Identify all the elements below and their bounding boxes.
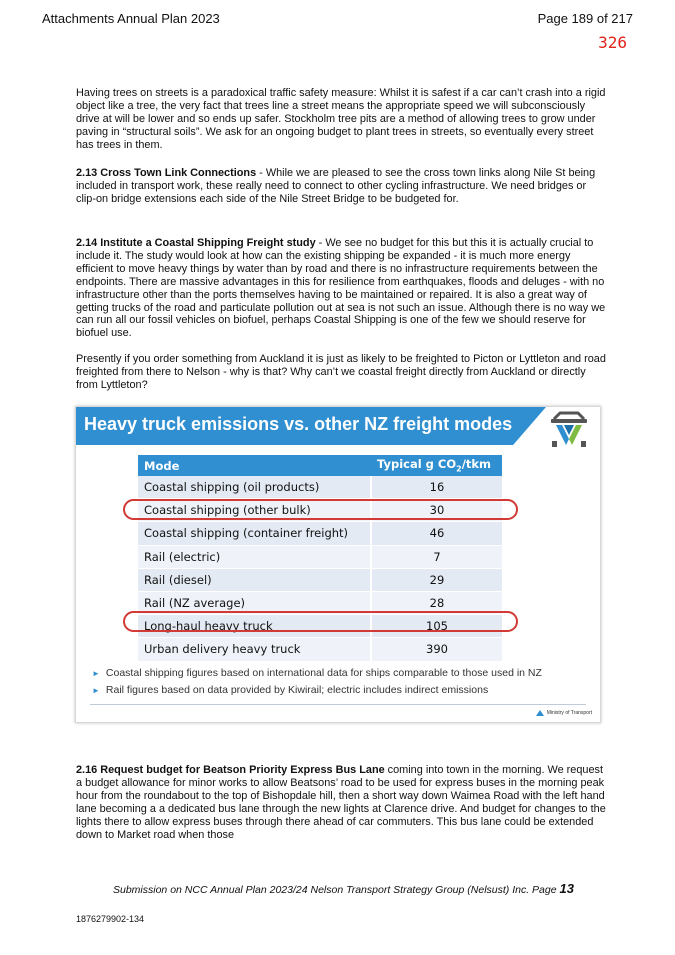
table-cell-mode: Rail (electric) — [138, 545, 371, 568]
section-heading-2-14: 2.14 Institute a Coastal Shipping Freight study — [76, 237, 316, 249]
co2-label: Typical g CO — [377, 457, 457, 472]
ministry-logo — [535, 709, 592, 717]
table-row — [138, 522, 502, 545]
column-header-mode: Mode — [138, 455, 371, 476]
slide-notes — [92, 665, 542, 699]
section-body-2-16: coming into town in the morning. We request a budget allowance for minor works to allow Beatsons’ road to be used for express buses in the morning peak hour from the roundabout to the top of Bishopdale hill, then a short way down Waimea Road with the left hand lane becoming a a dedicated bus lane through the new lights at Clarence drive. And budget for changes to the lights there to allow express buses through there ahead of car commuters. This bus lane could be extended down to Market road when those — [76, 764, 606, 841]
emissions-slide — [75, 406, 601, 723]
document-header-title: Attachments Annual Plan 2023 — [42, 11, 220, 26]
paragraph-bus-lane — [76, 764, 606, 841]
table-cell-mode: Long-haul heavy truck — [138, 615, 371, 638]
table-row — [138, 545, 502, 568]
table-row — [138, 638, 502, 661]
ministry-truck-logo-icon — [546, 409, 592, 451]
column-header-co2 — [371, 455, 502, 476]
triangle-bullet-icon: ► — [92, 686, 100, 695]
page-counter: Page 189 of 217 — [537, 11, 633, 26]
paragraph-coastal-shipping — [76, 237, 606, 340]
table-cell-value: 30 — [371, 499, 502, 522]
document-id: 1876279902-134 — [76, 914, 145, 924]
table-cell-value: 46 — [371, 522, 502, 545]
footer-text: Submission on NCC Annual Plan 2023/24 Nelson Transport Strategy Group (Nelsust) Inc. Page — [113, 884, 560, 896]
triangle-bullet-icon: ► — [92, 669, 100, 678]
table-row — [138, 568, 502, 591]
paragraph-trees: Having trees on streets is a paradoxical traffic safety measure: Whilst it is safest if a car can’t crash into a rigid object like a tree, the very fact that trees line a street means the appropriate speed we will subconsciously drive at will be lower and so ends up safer. Stockholm tree pits are a method of allowing trees to grow under paving in “structural soils”. We ask for an ongoing budget to plant trees in streets, so eventually every street has trees in them. — [76, 87, 606, 151]
slide-divider — [90, 704, 586, 705]
section-body-2-14: - We see no budget for this but this it is actually crucial to include it. The study would look at how can the existing shipping be expanded - it is much more energy efficient to move heavy things by water than by road and there is no infrastructure requirements between the endpoints. There are massive advantages in this for resilience from earthquakes, floods and deluges - with no infrastructure other than the ports themselves having to be maintained or repaired. It is also a great way of getting trucks of the road and particulate pollution out at sea is not such an issue. Although there is no way we can run all our fossil vehicles on biofuel, perhaps Coastal Shipping is one of the few we should reserve for biofuel use. — [76, 237, 606, 340]
ministry-label: Ministry of Transport — [546, 710, 592, 716]
page-footer — [113, 881, 574, 896]
slide-title: Heavy truck emissions vs. other NZ freight modes — [84, 414, 513, 434]
table-cell-mode: Coastal shipping (container freight) — [138, 522, 371, 545]
paragraph-cross-town-links — [76, 167, 606, 206]
note-item — [92, 665, 542, 682]
note-item — [92, 682, 542, 699]
table-cell-value: 16 — [371, 476, 502, 499]
highlight-oval-other-bulk — [123, 499, 518, 520]
table-cell-value: 29 — [371, 568, 502, 591]
page-stamp: 326 — [598, 33, 627, 52]
table-cell-mode: Rail (NZ average) — [138, 591, 371, 614]
table-cell-mode: Urban delivery heavy truck — [138, 638, 371, 661]
table-cell-mode: Coastal shipping (oil products) — [138, 476, 371, 499]
highlight-oval-heavy-truck — [123, 611, 518, 632]
table-cell-mode: Coastal shipping (other bulk) — [138, 499, 371, 522]
footer-page-number: 13 — [559, 881, 574, 896]
co2-subscript: 2 — [456, 464, 462, 474]
section-heading-2-13: 2.13 Cross Town Link Connections — [76, 167, 257, 179]
note-text: Coastal shipping figures based on international data for ships comparable to those used in NZ — [105, 667, 542, 679]
table-cell-mode: Rail (diesel) — [138, 568, 371, 591]
table-cell-value: 7 — [371, 545, 502, 568]
section-body-2-13: - While we are pleased to see the cross town links along Nile St being included in transport work, these really need to connect to other cycling infrastructure. We need bridges or clip-on bridge extensions each side of the Nile Street Bridge to be budgeted for. — [76, 167, 596, 205]
note-text: Rail figures based on data provided by Kiwirail; electric includes indirect emissions — [105, 684, 489, 696]
table-cell-value: 390 — [371, 638, 502, 661]
table-cell-value: 28 — [371, 591, 502, 614]
table-row — [138, 476, 502, 499]
fern-icon — [535, 709, 545, 717]
co2-unit: /tkm — [461, 457, 492, 472]
section-heading-2-16: 2.16 Request budget for Beatson Priority Express Bus Lane — [76, 764, 385, 776]
table-header-row — [138, 455, 502, 476]
table-cell-value: 105 — [371, 615, 502, 638]
paragraph-freight-question: Presently if you order something from Auckland it is just as likely to be freighted to Picton or Lyttleton and road freighted from there to Nelson - why is that? Why can’t we coastal freight directly from Auckland or directly from Lyttleton? — [76, 353, 606, 391]
